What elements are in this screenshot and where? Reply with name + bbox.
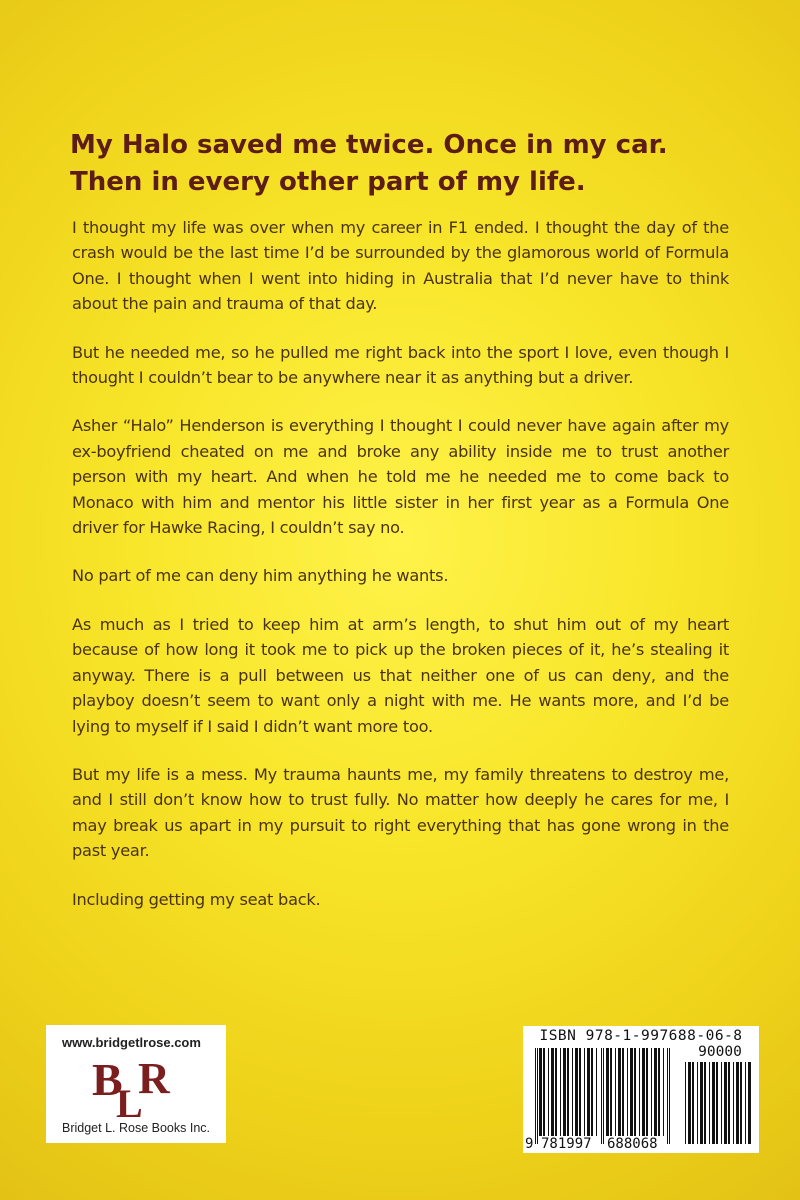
svg-text:L: L — [116, 1081, 143, 1121]
blurb-paragraph: As much as I tried to keep him at arm’s length, to shut him out of my heart because of how long it took me to pick up the broken pieces of it, he’s stealing it anyway. There is a pull between us that neither one of us can deny, and the playboy doesn’t seem to want only a night with me. He wants more, and I’d be lying to myself if I said I didn’t want more too. — [72, 614, 729, 736]
barcode-lead-digit: 9 — [525, 1136, 534, 1152]
blurb-text — [72, 215, 729, 935]
isbn-label: ISBN 978-1-997688-06-8 — [539, 1028, 743, 1044]
headline-line-2: Then in every other part of my life. — [70, 167, 586, 197]
blurb-paragraph: But my life is a mess. My trauma haunts me, my family threatens to destroy me, and I still don’t know how to trust fully. No matter how deeply he cares for me, I may break us apart in my pursuit to right everything that has gone wrong in the past year. — [72, 764, 729, 861]
headline — [70, 127, 760, 201]
blurb-paragraph: I thought my life was over when my career in F1 ended. I thought the day of the crash would be the last time I’d be surrounded by the glamorous world of Formula One. I thought when I went into hiding in Australia that I’d never have to think about the pain and trauma of that day. — [72, 218, 729, 314]
isbn-barcode — [523, 1026, 759, 1153]
blurb-paragraph: Including getting my seat back. — [72, 889, 321, 909]
blurb-paragraph: No part of me can deny him anything he wants. — [72, 566, 449, 586]
publisher-name: Bridget L. Rose Books Inc. — [62, 1121, 210, 1135]
publisher-url: www.bridgetlrose.com — [62, 1035, 201, 1050]
headline-line-1: My Halo saved me twice. Once in my car. — [70, 130, 668, 160]
price-code: 90000 — [698, 1044, 742, 1060]
barcode-right-digits: 688068 — [607, 1136, 658, 1152]
blurb-paragraph: Asher “Halo” Henderson is everything I thought I could never have again after my ex-boyfriend cheated on me and broke any ability inside me to trust another person with my heart. And when he told me he needed me to come back to Monaco with him and mentor his little sister in her first year as a Formula One driver for Hawke Racing, I couldn’t say no. — [72, 416, 729, 538]
publisher-monogram-icon — [88, 1053, 184, 1121]
publisher-logo-box — [46, 1025, 226, 1143]
blurb-paragraph: But he needed me, so he pulled me right back into the sport I love, even though I thought I couldn’t bear to be anywhere near it as anything but a driver. — [72, 342, 729, 388]
barcode-left-digits: 781997 — [541, 1136, 592, 1152]
svg-text:B: B — [92, 1054, 123, 1105]
svg-text:R: R — [138, 1054, 170, 1103]
